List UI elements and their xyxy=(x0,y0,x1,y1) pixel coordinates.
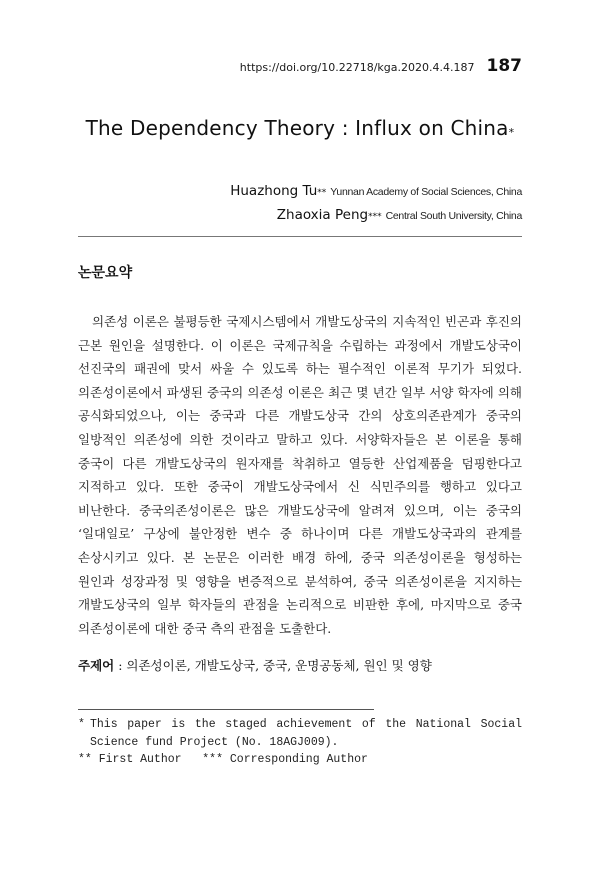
author-line xyxy=(230,204,522,228)
author-block xyxy=(230,180,522,228)
keywords-separator: : xyxy=(114,658,127,673)
author-mark: *** xyxy=(368,212,382,222)
abstract-body: 의존성 이론은 불평등한 국제시스템에서 개발도상국의 지속적인 빈곤과 후진의 근본 원인을 설명한다. 이 이론은 국제규칙을 수립하는 과정에서 개발도상국이 선진국의 패권에 맞서 싸울 수 있도록 하는 필수적인 이론적 무기가 되었다. 의존성이론에서 파생된 중국의 의존성 이론은 최근 몇 년간 일부 서양 학자에 의해 공식화되었으나, 이는 중국과 다른 개발도상국 간의 상호의존관계가 중국의 일방적인 의존성에 의한 것이라고 말하고 있다. 서양학자들은 본 이론을 통해 중국이 다른 개발도상국의 원자재를 착취하고 열등한 산업제품을 덤핑한다고 지적하고 있다. 또한 중국이 개발도상국에서 신 식민주의를 행하고 있다고 비난한다. 중국의존성이론은 많은 개발도상국에 알려져 있으며, 이는 중국의 ‘일대일로’ 구상에 불안정한 변수 중 하나이며 다른 개발도상국과의 관계를 손상시키고 있다. 본 논문은 이러한 배경 하에, 중국 의존성이론을 형성하는 원인과 성장과정 및 영향을 변증적으로 분석하여, 중국 의존성이론을 지지하는 개발도상국의 일부 학자들의 관점을 논리적으로 비판한 후에, 마지막으로 중국 의존성이론에 대한 중국 측의 관점을 도출한다. xyxy=(78,314,522,636)
footnote-mark: ** xyxy=(78,753,92,766)
keywords-line xyxy=(78,656,522,674)
paper-title-text: The Dependency Theory : Influx on China xyxy=(85,116,509,140)
page-number: 187 xyxy=(486,56,522,76)
footnote-mark: *** xyxy=(202,753,223,766)
footnote-text: First Author xyxy=(98,753,182,766)
footnote-mark: * xyxy=(78,718,85,731)
keywords-label: 주제어 xyxy=(78,658,115,673)
author-name: Zhaoxia Peng xyxy=(276,207,369,223)
footnote-divider xyxy=(78,709,374,710)
abstract-heading: 논문요약 xyxy=(78,265,133,281)
footnote-text: This paper is the staged achievement of the National Social Science fund Project (No. 18AGJ009). xyxy=(90,718,522,749)
keywords-text: 의존성이론, 개발도상국, 중국, 운명공동체, 원인 및 영향 xyxy=(126,658,432,673)
page-header xyxy=(240,56,522,76)
footnote-text: Corresponding Author xyxy=(229,753,368,766)
title-footnote-mark: * xyxy=(508,126,515,139)
header-divider xyxy=(78,236,522,237)
author-name: Huazhong Tu xyxy=(230,183,318,199)
author-line xyxy=(230,180,522,204)
doi-link[interactable]: https://doi.org/10.22718/kga.2020.4.4.187 xyxy=(239,61,475,74)
author-affiliation: Central South University, China xyxy=(385,210,522,222)
footnote-funding xyxy=(78,716,522,751)
author-mark: ** xyxy=(317,188,327,198)
author-affiliation: Yunnan Academy of Social Sciences, China xyxy=(330,186,522,198)
footnote-roles xyxy=(78,751,522,769)
paper-title xyxy=(0,116,600,140)
footnotes xyxy=(78,716,522,769)
